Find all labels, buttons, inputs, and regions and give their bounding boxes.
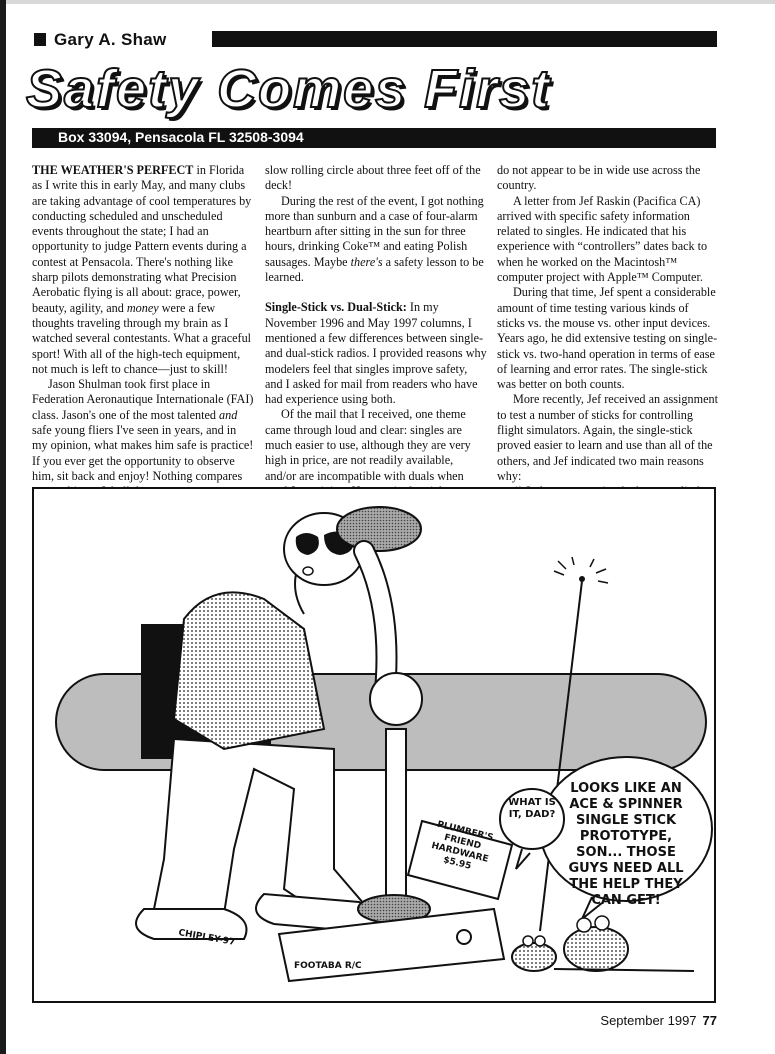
text-run: were a few thoughts traveling through my brain as I watched several contestants. What a graceful sport! With all of the high-tech equipment, not much is left to chance—just to skill!: [32, 300, 252, 376]
text-run: a safety lesson to be learned.: [265, 254, 484, 285]
issue-date: September 1997: [600, 1013, 697, 1028]
text-emphasis: money: [126, 300, 159, 315]
radio-box-label: FOOTABA R/C: [294, 961, 362, 971]
paragraph: slow rolling circle about three feet off of the deck!: [265, 163, 481, 193]
frog-small: [512, 943, 556, 971]
author-bullet: [34, 33, 46, 46]
section-subhead: Single-Stick vs. Dual-Stick:: [265, 300, 407, 315]
article-column-2: [265, 163, 487, 499]
text-emphasis: and: [219, 407, 238, 422]
article-title: Safety Comes First: [26, 59, 552, 119]
paragraph: do not appear to be in wide use across the country.: [497, 163, 701, 193]
paragraph: During that time, Jef spent a considerable amount of time testing various kinds of sticks vs. the mouse vs. other input devices. Years ago, he did extensive testing on single-stick vs. two-hand operation in terms of ease of learning and error rates. The single-stick was better on both counts.: [497, 285, 718, 392]
article-column-1: [32, 163, 254, 500]
text-run: In my November 1996 and May 1997 columns, I mentioned a few differences between single- and dual-stick radios. I provided reasons why modelers feel that singles improve safety, and I asked for mail from readers who have had experience using both.: [265, 300, 487, 407]
text-run: During the rest of the event, I got nothing more than sunburn and a case of four-alarm heartburn after sitting in the sun for three hours, drinking Coke™ and eating Polish sausages. Maybe: [265, 193, 484, 269]
paragraph: More recently, Jef received an assignment to test a number of sticks for controlling flight simulators. Again, the single-stick proved easier to learn and use than all of the others, and Jef indicated two main reasons why:: [497, 392, 718, 483]
price-sign-text: PLUMBER'S FRIEND HARDWARE $5.95: [430, 819, 495, 872]
lead-in: THE WEATHER'S PERFECT: [32, 163, 194, 177]
author-address: Box 33094, Pensacola FL 32508-3094: [58, 129, 304, 145]
paragraph: [32, 163, 254, 377]
text-run: in Florida as I write this in early May, and many clubs are taking advantage of cool temperatures by conducting scheduled and unscheduled events throughout the state; I had an opportunity to judge Pattern events during a contest at Pensacola. There's nothing like sharp pilots demonstrating what Precision Aerobatic flying is all about: grace, power, beauty, agility, and: [32, 163, 252, 315]
control-stick: [386, 729, 406, 899]
page-number: 77: [702, 1013, 717, 1028]
paragraph: A letter from Jef Raskin (Pacifica CA) arrived with specific safety information related to singles. He indicated that his experience with “controllers” dates back to when he worked on the Macintosh™ computer project with Apple™ Computer.: [497, 193, 708, 285]
paragraph: [265, 300, 487, 407]
page-edge-top: [0, 0, 775, 4]
paragraph: [32, 377, 254, 499]
text-emphasis: there's: [350, 254, 383, 269]
speech-text-small: WHAT IS IT, DAD?: [508, 797, 556, 820]
article-column-3: [497, 163, 719, 500]
cartoon-illustration: [32, 487, 716, 1003]
text-run: safe young fliers I've seen in years, and in my opinion, what makes him safe is practice! If you ever get the opportunity to observe him, sit back and enjoy! Nothing compares: [32, 423, 254, 483]
artist-signature: CHIPLEY-97: [177, 928, 236, 948]
paragraph: [265, 194, 487, 286]
cartoon-drawing: [34, 489, 716, 1003]
frog-large: [564, 927, 628, 971]
man-shirt: [174, 592, 324, 749]
text-run: Jason Shulman took first place in Federation Aeronautique Internationale (FAI) class. Jason's one of the most talented: [32, 377, 254, 422]
author-rule: [212, 31, 717, 47]
author-name: Gary A. Shaw: [54, 30, 167, 49]
page-edge: [0, 0, 6, 1054]
speech-text-main: LOOKS LIKE AN ACE & SPINNER SINGLE STICK PROTOTYPE, SON... THOSE GUYS NEED ALL THE HELP THEY CAN GET!: [568, 781, 684, 908]
man-legs: [154, 739, 364, 914]
page-footer: [600, 1013, 717, 1028]
man-hand-shading: [337, 507, 421, 551]
paragraph: Of the mail that I received, one theme came through loud and clear: singles are much easier to use, although they are very high in price, are not readily available, and/or are incompatible with duals when: [265, 407, 471, 483]
